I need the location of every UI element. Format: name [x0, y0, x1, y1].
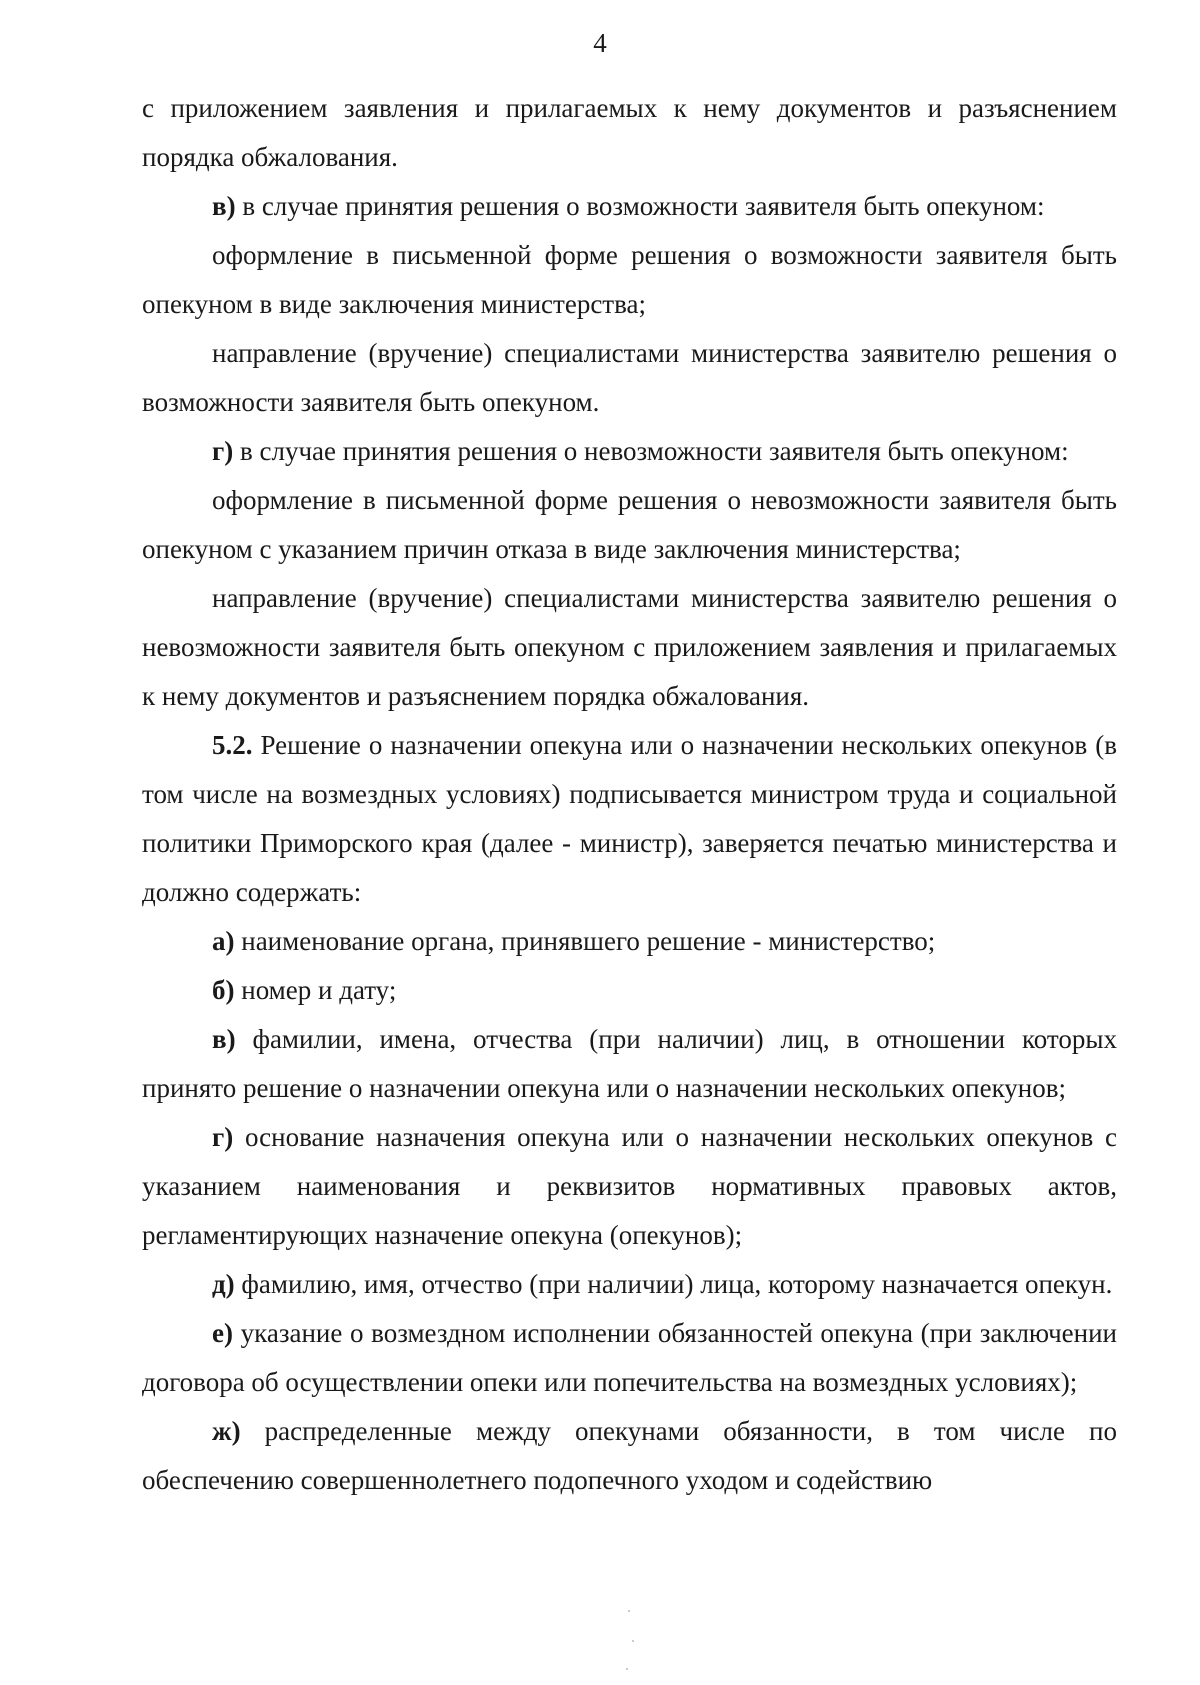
paragraph-text: направление (вручение) специалистами министерства заявителю решения о невозможности заявителя быть опекуном с приложением заявления и прилагаемых к нему документов и разъяснением порядка обжалования.	[142, 583, 1117, 711]
list-marker: е)	[212, 1318, 233, 1348]
scan-speck	[628, 1610, 630, 1612]
paragraph-text: фамилии, имена, отчества (при наличии) лиц, в отношении которых принято решение о назначении опекуна или о назначении нескольких опекунов;	[142, 1024, 1117, 1103]
paragraph-text: номер и дату;	[234, 975, 397, 1005]
paragraph	[142, 329, 1117, 427]
list-marker: г)	[212, 1122, 234, 1152]
list-item-v-possibility	[142, 182, 1117, 231]
list-item-v	[142, 1015, 1117, 1113]
paragraph-text: фамилию, имя, отчество (при наличии) лица, которому назначается опекун.	[234, 1269, 1113, 1299]
list-item-b	[142, 966, 1117, 1015]
paragraph-text: основание назначения опекуна или о назначении нескольких опекунов с указанием наименования и реквизитов нормативных правовых актов, регламентирующих назначение опекуна (опекунов);	[142, 1122, 1117, 1250]
list-item-e	[142, 1309, 1117, 1407]
scan-speck	[632, 1640, 634, 1642]
list-item-d	[142, 1260, 1117, 1309]
paragraph-text: направление (вручение) специалистами министерства заявителю решения о возможности заявителя быть опекуном.	[142, 338, 1117, 417]
paragraph	[142, 231, 1117, 329]
scan-speck	[626, 1668, 628, 1670]
paragraph	[142, 476, 1117, 574]
list-marker: д)	[212, 1269, 235, 1299]
section-number: 5.2.	[212, 730, 253, 760]
list-item-g	[142, 1113, 1117, 1260]
paragraph-text: указание о возмездном исполнении обязанностей опекуна (при заключении договора об осуществлении опеки или попечительства на возмездных условиях);	[142, 1318, 1117, 1397]
paragraph	[142, 574, 1117, 721]
page-number: 4	[593, 28, 607, 58]
list-item-zh	[142, 1407, 1117, 1505]
paragraph-text: оформление в письменной форме решения о возможности заявителя быть опекуном в виде заключения министерства;	[142, 240, 1117, 319]
list-marker: б)	[212, 975, 235, 1005]
paragraph-text: Решение о назначении опекуна или о назначении нескольких опекунов (в том числе на возмездных условиях) подписывается министром труда и социальной политики Приморского края (далее - министр), заверяется печатью министерства и должно содержать:	[142, 730, 1117, 907]
list-item-g-impossibility	[142, 427, 1117, 476]
paragraph-text: оформление в письменной форме решения о невозможности заявителя быть опекуном с указанием причин отказа в виде заключения министерства;	[142, 485, 1117, 564]
paragraph-text: в случае принятия решения о невозможности заявителя быть опекуном:	[233, 436, 1069, 466]
paragraph-continuation	[142, 84, 1117, 182]
section-5-2	[142, 721, 1117, 917]
list-marker: ж)	[212, 1416, 241, 1446]
list-item-a	[142, 917, 1117, 966]
list-marker: в)	[212, 1024, 236, 1054]
document-body	[142, 84, 1117, 1505]
paragraph-text: в случае принятия решения о возможности заявителя быть опекуном:	[235, 191, 1045, 221]
paragraph-text: распределенные между опекунами обязанности, в том числе по обеспечению совершеннолетнего подопечного уходом и содействию	[142, 1416, 1117, 1495]
list-marker: в)	[212, 191, 236, 221]
list-marker: г)	[212, 436, 234, 466]
list-marker: а)	[212, 926, 235, 956]
paragraph-text: наименование органа, принявшего решение - министерство;	[234, 926, 936, 956]
paragraph-text: с приложением заявления и прилагаемых к нему документов и разъяснением порядка обжалования.	[142, 93, 1117, 172]
